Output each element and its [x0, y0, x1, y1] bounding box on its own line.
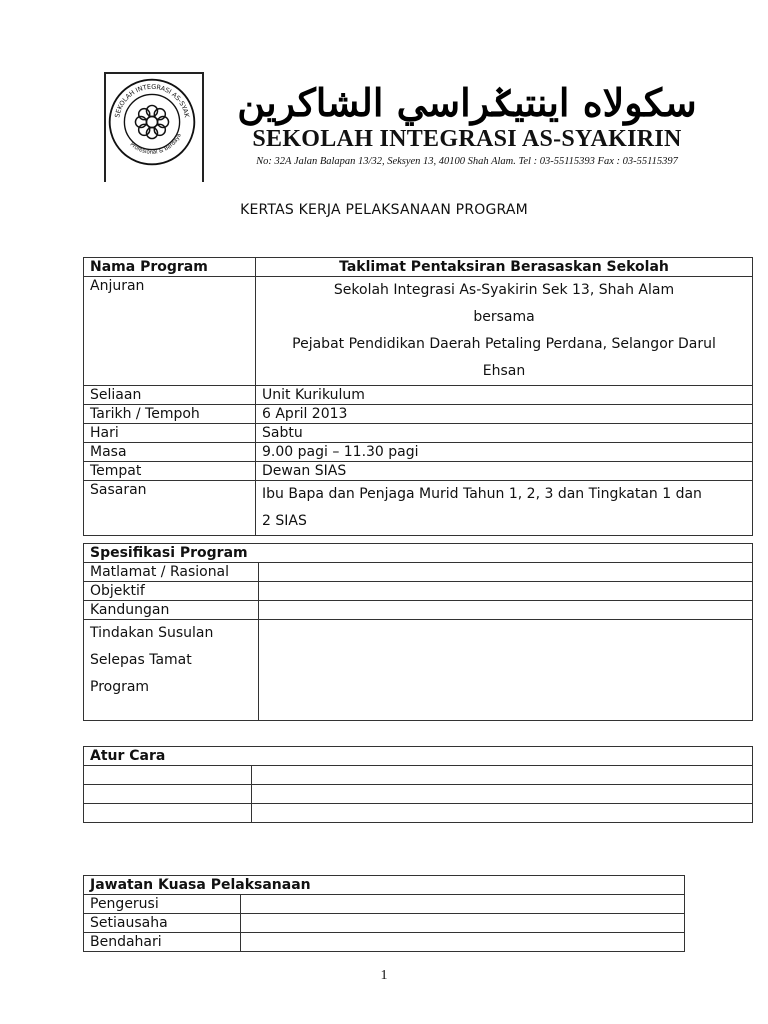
- empty-cell: [252, 766, 753, 785]
- program-name-value: Taklimat Pentaksiran Berasaskan Sekolah: [256, 258, 753, 277]
- logo-bottom-text: Profesional & Berdaya: [128, 132, 183, 156]
- row-label: Setiausaha: [84, 914, 241, 933]
- school-letterhead: [100, 70, 710, 190]
- follow-up-line: Selepas Tamat: [90, 652, 192, 668]
- target-value: [256, 481, 753, 536]
- table-row: [84, 601, 753, 620]
- empty-cell: [252, 804, 753, 823]
- table-row: [84, 424, 753, 443]
- row-label: Anjuran: [84, 277, 256, 386]
- organizer-line: Pejabat Pendidikan Daerah Petaling Perdana, Selangor Darul: [292, 336, 716, 352]
- table-row: [84, 277, 753, 386]
- row-value: 6 April 2013: [256, 405, 753, 424]
- school-name: SEKOLAH INTEGRASI AS-SYAKIRIN: [252, 126, 682, 152]
- table-header-row: [84, 258, 753, 277]
- table-row: [84, 386, 753, 405]
- table-row: [84, 620, 753, 721]
- page-number: 1: [380, 968, 388, 983]
- committee-title: Jawatan Kuasa Pelaksanaan: [84, 876, 685, 895]
- row-label: Tempat: [84, 462, 256, 481]
- empty-cell: [259, 620, 753, 721]
- document-title: KERTAS KERJA PELAKSANAAN PROGRAM: [240, 202, 528, 218]
- schedule-title: Atur Cara: [84, 747, 753, 766]
- follow-up-label: [84, 620, 259, 721]
- row-label: Sasaran: [84, 481, 256, 536]
- empty-cell: [241, 933, 685, 952]
- row-label: Matlamat / Rasional: [84, 563, 259, 582]
- table-row: [84, 481, 753, 536]
- target-line: Ibu Bapa dan Penjaga Murid Tahun 1, 2, 3 dan Tingkatan 1 dan: [262, 486, 702, 502]
- table-row: [84, 804, 753, 823]
- schedule-table: [83, 746, 753, 823]
- table-row: [84, 563, 753, 582]
- table-row: [84, 443, 753, 462]
- row-value: Sabtu: [256, 424, 753, 443]
- organizer-value: [256, 277, 753, 386]
- specification-title: Spesifikasi Program: [84, 544, 753, 563]
- logo-top-text: SEKOLAH INTEGRASI AS-SYAK: [113, 82, 191, 119]
- empty-cell: [252, 785, 753, 804]
- program-specification-table: [83, 543, 753, 721]
- empty-cell: [84, 785, 252, 804]
- school-address: No: 32A Jalan Balapan 13/32, Seksyen 13, 40100 Shah Alam. Tel : 03-55115393 Fax : 03-55115397: [256, 156, 678, 167]
- row-value: 9.00 pagi – 11.30 pagi: [256, 443, 753, 462]
- empty-cell: [241, 914, 685, 933]
- row-label: Pengerusi: [84, 895, 241, 914]
- row-label: Masa: [84, 443, 256, 462]
- table-row: [84, 785, 753, 804]
- empty-cell: [259, 563, 753, 582]
- empty-cell: [84, 766, 252, 785]
- row-label: Seliaan: [84, 386, 256, 405]
- empty-cell: [241, 895, 685, 914]
- organizer-line: Ehsan: [482, 363, 526, 379]
- follow-up-line: Program: [90, 679, 150, 695]
- table-row: [84, 933, 685, 952]
- organizer-line: Sekolah Integrasi As-Syakirin Sek 13, Shah Alam: [333, 282, 675, 298]
- school-logo: [106, 76, 198, 168]
- table-row: [84, 582, 753, 601]
- table-header-row: [84, 544, 753, 563]
- table-row: [84, 914, 685, 933]
- committee-table: [83, 875, 685, 952]
- row-label: Tarikh / Tempoh: [84, 405, 256, 424]
- empty-cell: [259, 601, 753, 620]
- target-line: 2 SIAS: [262, 513, 307, 529]
- row-label: Hari: [84, 424, 256, 443]
- table-row: [84, 895, 685, 914]
- table-row: [84, 462, 753, 481]
- table-header-row: [84, 876, 685, 895]
- row-label: Bendahari: [84, 933, 241, 952]
- row-label: Objektif: [84, 582, 259, 601]
- program-details-table: [83, 257, 753, 536]
- empty-cell: [84, 804, 252, 823]
- table-row: [84, 405, 753, 424]
- row-value: Unit Kurikulum: [256, 386, 753, 405]
- follow-up-line: Tindakan Susulan: [90, 625, 214, 641]
- table-header-row: [84, 747, 753, 766]
- arabic-school-name: سكولاه اينتيݢراسي الشاكرين: [237, 80, 697, 125]
- row-label: Kandungan: [84, 601, 259, 620]
- program-name-label: Nama Program: [84, 258, 256, 277]
- empty-cell: [259, 582, 753, 601]
- organizer-line: bersama: [473, 309, 535, 325]
- row-value: Dewan SIAS: [256, 462, 753, 481]
- table-row: [84, 766, 753, 785]
